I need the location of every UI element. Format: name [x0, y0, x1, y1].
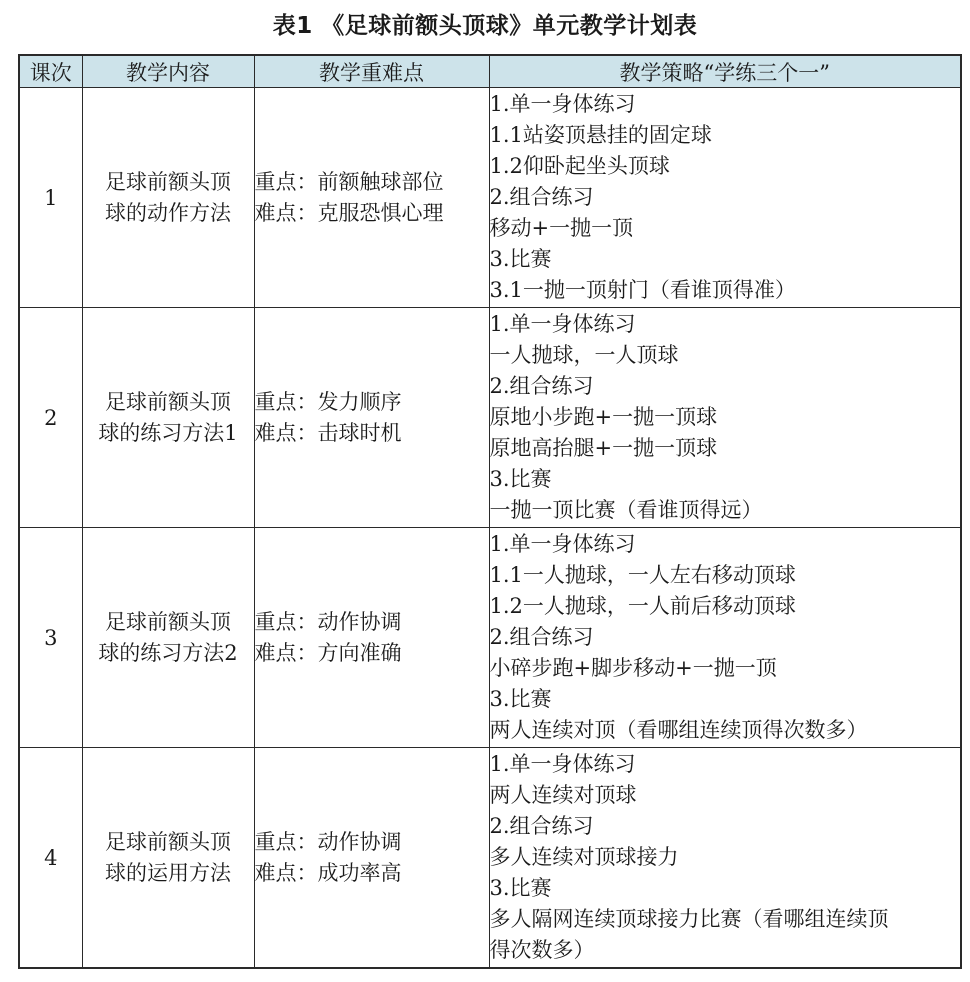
strategy-line: 原地高抬腿+一抛一顶球	[489, 436, 718, 460]
content-line: 球的练习方法2	[98, 640, 238, 665]
key-points	[254, 528, 489, 748]
content-line: 球的动作方法	[105, 200, 231, 225]
header-teaching-content: 教学内容	[82, 55, 254, 88]
table-row	[19, 308, 961, 528]
key-point: 重点：动作协调	[254, 609, 402, 634]
teaching-strategy	[489, 748, 961, 969]
strategy-line: 2.组合练习	[489, 185, 594, 209]
strategy-line: 一人抛球，一人顶球	[489, 343, 679, 367]
content-line: 足球前额头顶	[105, 829, 231, 854]
key-point: 重点：动作协调	[254, 829, 402, 854]
strategy-line: 3.比赛	[489, 876, 552, 900]
table-row	[19, 748, 961, 969]
strategy-line: 3.1一抛一顶射门（看谁顶得准）	[489, 278, 796, 302]
teaching-content	[82, 88, 254, 308]
header-teaching-strategy: 教学策略“学练三个一”	[489, 55, 961, 88]
key-point: 重点：前额触球部位	[254, 169, 444, 194]
lesson-number: 3	[19, 528, 82, 748]
difficult-point: 难点：克服恐惧心理	[254, 200, 444, 225]
content-line: 足球前额头顶	[105, 609, 231, 634]
strategy-line: 2.组合练习	[489, 814, 594, 838]
difficult-point: 难点：成功率高	[254, 860, 402, 885]
lesson-number: 1	[19, 88, 82, 308]
strategy-line: 1.1一人抛球，一人左右移动顶球	[489, 563, 796, 587]
strategy-line: 1.单一身体练习	[489, 92, 636, 116]
teaching-strategy	[489, 88, 961, 308]
strategy-line: 1.2一人抛球，一人前后移动顶球	[489, 594, 796, 618]
table-row	[19, 528, 961, 748]
strategy-line: 1.单一身体练习	[489, 752, 636, 776]
teaching-content	[82, 748, 254, 969]
teaching-strategy	[489, 308, 961, 528]
lesson-number: 4	[19, 748, 82, 969]
key-points	[254, 88, 489, 308]
strategy-line: 移动+一抛一顶	[489, 216, 634, 240]
header-row	[19, 55, 961, 88]
strategy-line: 1.单一身体练习	[489, 532, 636, 556]
strategy-line: 3.比赛	[489, 247, 552, 271]
strategy-line: 多人隔网连续顶球接力比赛（看哪组连续顶	[489, 907, 889, 931]
strategy-line: 1.2仰卧起坐头顶球	[489, 154, 670, 178]
strategy-line: 一抛一顶比赛（看谁顶得远）	[489, 498, 763, 522]
table-row	[19, 88, 961, 308]
content-line: 足球前额头顶	[105, 389, 231, 414]
header-lesson-number: 课次	[19, 55, 82, 88]
strategy-line: 多人连续对顶球接力	[489, 845, 679, 869]
teaching-plan-table	[18, 54, 962, 969]
strategy-line: 小碎步跑+脚步移动+一抛一顶	[489, 656, 777, 680]
strategy-line: 2.组合练习	[489, 625, 594, 649]
strategy-line: 两人连续对顶球	[489, 783, 637, 807]
key-points	[254, 748, 489, 969]
strategy-line: 原地小步跑+一抛一顶球	[489, 405, 718, 429]
difficult-point: 难点：击球时机	[254, 420, 402, 445]
difficult-point: 难点：方向准确	[254, 640, 402, 665]
strategy-line: 3.比赛	[489, 467, 552, 491]
table-caption: 表1 《足球前额头顶球》单元教学计划表	[272, 13, 698, 39]
content-line: 球的练习方法1	[98, 420, 238, 445]
key-point: 重点：发力顺序	[254, 389, 402, 414]
strategy-line: 1.单一身体练习	[489, 312, 636, 336]
lesson-number: 2	[19, 308, 82, 528]
strategy-line: 1.1站姿顶悬挂的固定球	[489, 123, 712, 147]
header-key-difficult-points: 教学重难点	[254, 55, 489, 88]
key-points	[254, 308, 489, 528]
strategy-line: 3.比赛	[489, 687, 552, 711]
content-line: 球的运用方法	[105, 860, 231, 885]
strategy-line: 2.组合练习	[489, 374, 594, 398]
teaching-strategy	[489, 528, 961, 748]
strategy-line: 两人连续对顶（看哪组连续顶得次数多）	[489, 718, 868, 742]
teaching-content	[82, 528, 254, 748]
content-line: 足球前额头顶	[105, 169, 231, 194]
teaching-content	[82, 308, 254, 528]
strategy-line: 得次数多）	[489, 938, 595, 962]
